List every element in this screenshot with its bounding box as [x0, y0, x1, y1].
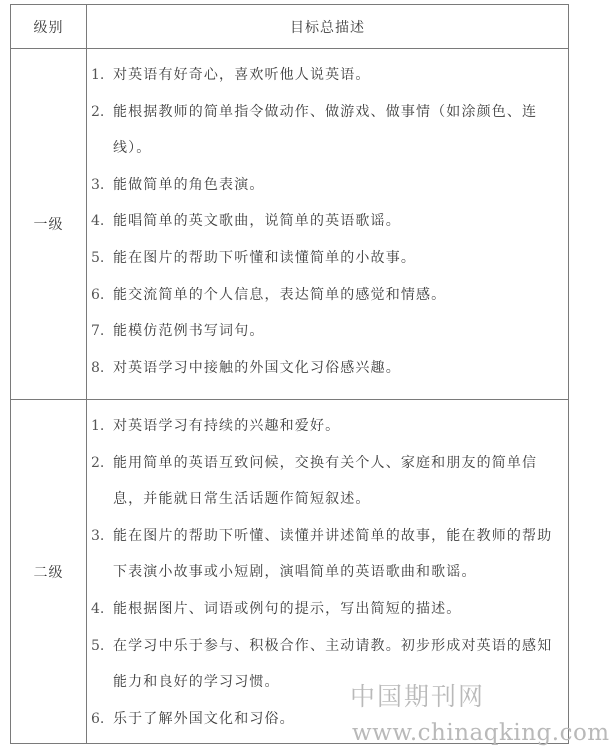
item-text: 能根据图片、词语或例句的提示，写出简短的描述。 [113, 600, 462, 617]
list-item [91, 203, 562, 240]
header-level: 级别 [33, 19, 64, 36]
item-number: 3. [91, 527, 105, 544]
level-label: 二级 [33, 565, 64, 581]
watermark-logo: 中国期刊网 [350, 682, 486, 711]
list-item [91, 408, 562, 445]
item-text: 能根据教师的简单指令做动作、做游戏、做事情（如涂颜色、连线）。 [113, 103, 538, 157]
item-text: 乐于了解外国文化和习俗。 [113, 710, 295, 727]
item-number: 1. [91, 67, 105, 83]
list-item [91, 313, 562, 350]
item-number: 5. [91, 637, 105, 654]
list-item [91, 628, 562, 701]
column-divider [86, 400, 87, 744]
list-item [91, 277, 562, 314]
item-number: 4. [91, 213, 105, 230]
item-text: 对英语学习中接触的外国文化习俗感兴趣。 [113, 359, 401, 376]
item-text: 对英语学习有持续的兴趣和爱好。 [113, 418, 341, 434]
list-item [91, 591, 562, 628]
item-number: 8. [91, 359, 105, 376]
item-text: 能在图片的帮助下听懂和读懂简单的小故事。 [113, 249, 416, 266]
table-row-level-1 [11, 49, 568, 400]
list-item [91, 445, 562, 518]
item-number: 2. [91, 454, 105, 471]
column-divider [86, 49, 87, 399]
item-number: 2. [91, 103, 105, 120]
list-item [91, 350, 562, 387]
list-item [91, 57, 562, 94]
header-description: 目标总描述 [290, 19, 365, 36]
item-text: 在学习中乐于参与、积极合作、主动请教。初步形成对英语的感知能力和良好的学习习惯。 [113, 637, 553, 691]
goal-list [91, 408, 562, 737]
item-number: 4. [91, 600, 105, 617]
item-number: 7. [91, 323, 105, 340]
item-text: 能做简单的角色表演。 [113, 176, 265, 193]
item-number: 6. [91, 286, 105, 303]
list-item [91, 240, 562, 277]
list-item [91, 94, 562, 167]
item-text: 能用简单的英语互致问候，交换有关个人、家庭和朋友的简单信息，并能就日常生活话题作简短叙述。 [113, 454, 538, 508]
list-item [91, 167, 562, 204]
item-number: 5. [91, 249, 105, 266]
goals-table [10, 4, 569, 744]
level-label: 一级 [33, 217, 64, 233]
item-number: 1. [91, 418, 105, 434]
watermark-url: www.chinaqking.com [352, 720, 610, 746]
goal-list [91, 57, 562, 386]
item-text: 对英语有好奇心，喜欢听他人说英语。 [113, 67, 371, 83]
item-text: 能在图片的帮助下听懂、读懂并讲述简单的故事，能在教师的帮助下表演小故事或小短剧，演唱简单的英语歌曲和歌谣。 [113, 527, 553, 581]
item-text: 能模仿范例书写词句。 [113, 323, 265, 340]
item-number: 6. [91, 710, 105, 727]
list-item [91, 518, 562, 591]
table-header-row [11, 5, 568, 49]
item-text: 能唱简单的英文歌曲，说简单的英语歌谣。 [113, 213, 401, 230]
item-number: 3. [91, 176, 105, 193]
item-text: 能交流简单的个人信息，表达简单的感觉和情感。 [113, 286, 447, 303]
